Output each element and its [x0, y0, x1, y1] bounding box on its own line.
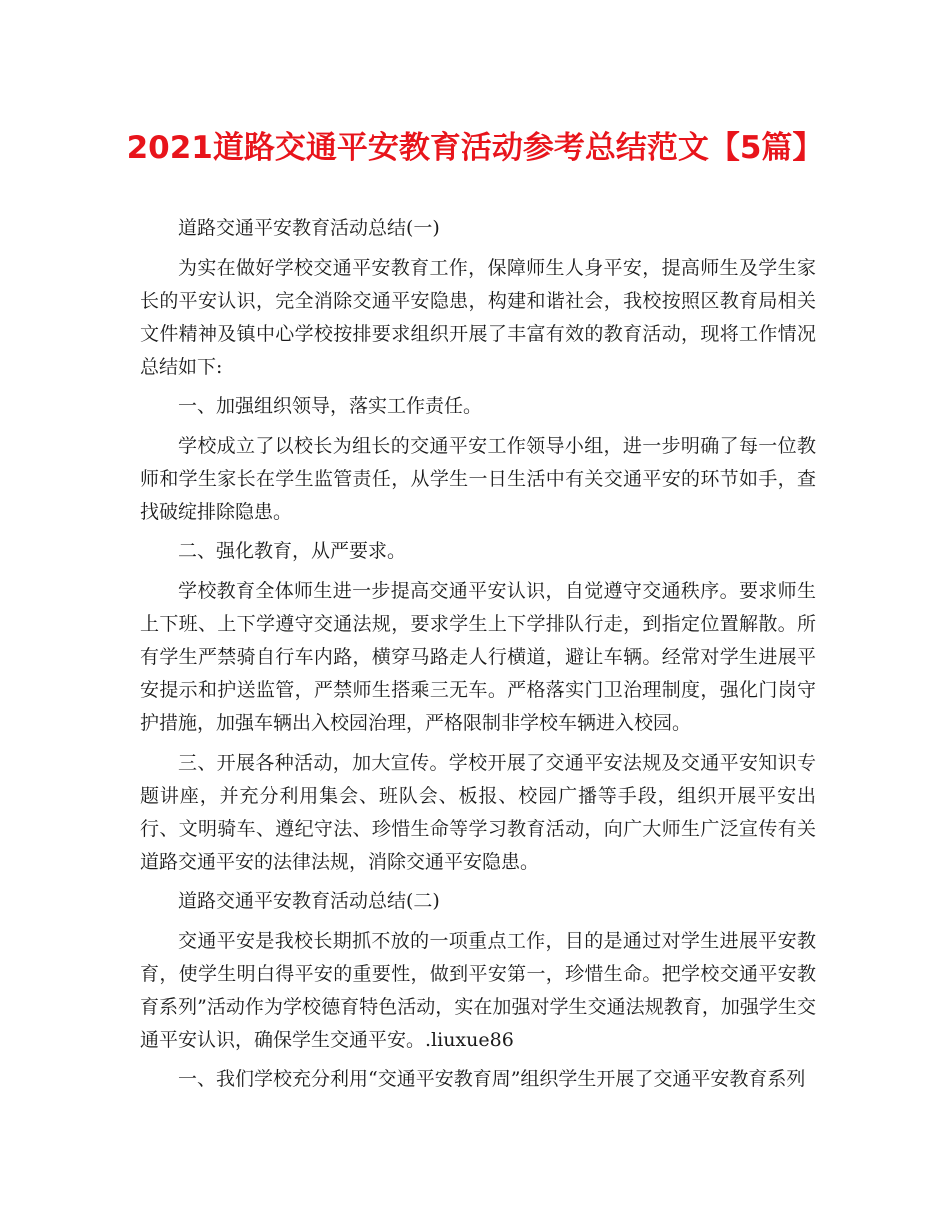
paragraph: 学校教育全体师生进一步提高交通平安认识，自觉遵守交通秩序。要求师生上下班、上下学遵守交通法规，要求学生上下学排队行走，到指定位置解散。所有学生严禁骑自行车内路，横穿马路走人行横道，避让车辆。经常对学生进展平安提示和护送监管，严禁师生搭乘三无车。严格落实门卫治理制度，强化门岗守护措施，加强车辆出入校园治理，严格限制非学校车辆进入校园。 [140, 579, 816, 734]
section-heading-1: 道路交通平安教育活动总结(一) [178, 217, 440, 239]
section-heading-2: 道路交通平安教育活动总结(二) [178, 890, 440, 913]
paragraph: 交通平安是我校长期抓不放的一项重点工作，目的是通过对学生进展平安教育，使学生明白得平安的重要性，做到平安第一，珍惜生命。把学校交通平安教育系列”活动作为学校德育特色活动，实在加强对学生交通法规教育，加强学生交通平安认识，确保学生交通平安。.liuxue86 [140, 929, 816, 1051]
paragraph: 学校成立了以校长为组长的交通平安工作领导小组，进一步明确了每一位教师和学生家长在学生监管责任，从学生一日生活中有关交通平安的环节如手，查找破绽排除隐患。 [140, 434, 816, 523]
paragraph: 一、我们学校充分利用“交通平安教育周”组织学生开展了交通平安教育系列 [178, 1068, 806, 1091]
paragraph: 三、开展各种活动，加大宣传。学校开展了交通平安法规及交通平安知识专题讲座，并充分利用集会、班队会、板报、校园广播等手段，组织开展平安出行、文明骑车、遵纪守法、珍惜生命等学习教育活动，向广大师生广泛宣传有关道路交通平安的法律法规，消除交通平安隐患。 [140, 751, 816, 873]
document-title: 2021道路交通平安教育活动参考总结范文【5篇】 [126, 130, 824, 166]
paragraph: 二、强化教育，从严要求。 [178, 540, 407, 563]
paragraph: 一、加强组织领导，落实工作责任。 [178, 395, 483, 418]
document-body [140, 212, 816, 1103]
paragraph: 为实在做好学校交通平安教育工作，保障师生人身平安，提高师生及学生家长的平安认识，完全消除交通平安隐患，构建和谐社会，我校按照区教育局相关文件精神及镇中心学校按排要求组织开展了丰富有效的教育活动，现将工作情况总结如下: [140, 256, 816, 378]
